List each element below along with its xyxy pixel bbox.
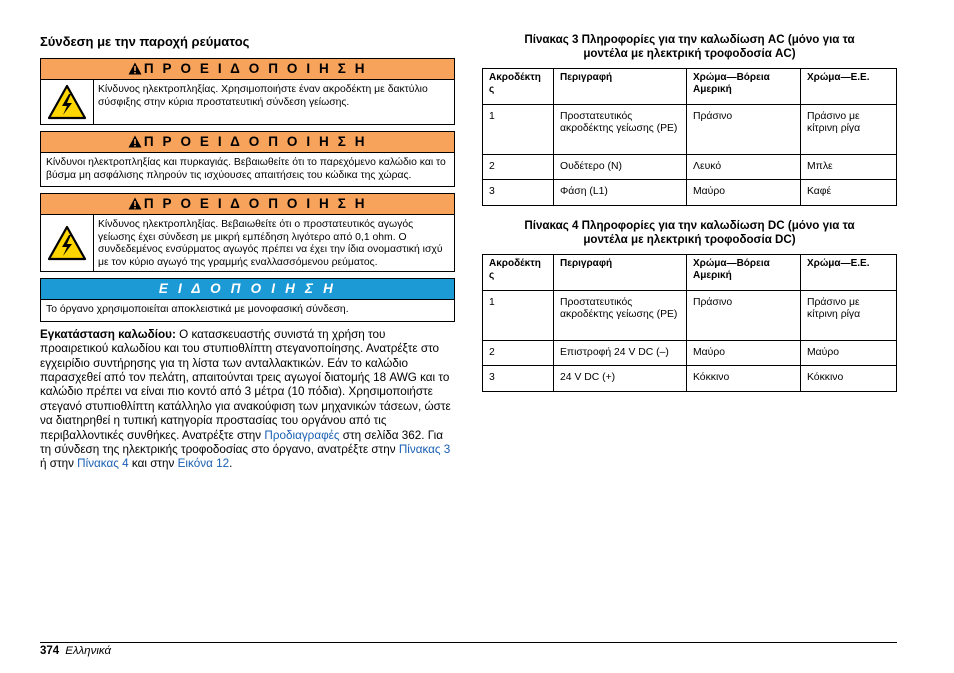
warning-heading: Π Ρ Ο Ε Ι Δ Ο Π Ο Ι Η Σ Η [41, 132, 454, 153]
table-ac-wiring [482, 68, 897, 206]
warning-text: Κίνδυνοι ηλεκτροπληξίας και πυρκαγιάς. Βεβαιωθείτε ότι το παρεχόμενο καλώδιο και το βύσμα μη ασφάλισης πληρούν τις ισχύουσες απαιτήσεις του κώδικα της χώρας. [46, 157, 446, 181]
table-row: 1 Προστατευτικός ακροδέκτης γείωσης (PE) Πράσινο Πράσινο με κίτρινη ρίγα [483, 104, 897, 154]
header-terminal: Ακροδέκτη ς [483, 254, 554, 290]
cable-installation-paragraph: Εγκατάσταση καλωδίου: Ο κατασκευαστής συνιστά τη χρήση του προαιρετικού καλωδίου και του στυπιοθλίπτη στεγανοποίησης. Ανατρέξτε στο εγχειρίδιο συντήρησης για τη λίστα των ανταλλακτικών. Εάν το καλώδιο παρασχεθεί από τον πελάτη, απαιτούνται τρεις αγωγοί διατομής 18 AWG και το καλώδιο πρέπει να είναι πιο κοντό από 3 μέτρα (10 πόδια). Χρησιμοποιήστε στεγανό στυπιοθλίπτη κατάλληλο για ανακούφιση των μηχανικών τάσεων, ώστε να διατηρηθεί η τυπική κατηγορία προστασίας του οργάνου από τις περιβαλλοντικές συνθήκες. Ανατρέξτε στην Προδιαγραφές στη σελίδα 362. Για τη σύνδεση της ηλεκτρικής τροφοδοσίας στο όργανο, ανατρέξτε στην Πίνακας 3 ή στην Πίνακας 4 και στην Εικόνα 12. [40, 327, 451, 471]
warning-triangle-icon [128, 135, 142, 148]
header-description: Περιγραφή [554, 68, 687, 104]
table-row: 3 Φάση (L1) Μαύρο Καφέ [483, 180, 897, 206]
right-column [482, 33, 897, 405]
warning-text: Κίνδυνος ηλεκτροπληξίας. Χρησιμοποιήστε έναν ακροδέκτη με δακτύλιο σύσφιξης στην κύρια προστατευτική σύνδεση γείωσης. [98, 84, 428, 108]
electric-shock-icon [41, 80, 94, 124]
table-4-caption: Πίνακας 4 Πληροφορίες για την καλωδίωση DC (μόνο για τα μοντέλα με ηλεκτρική τροφοδοσία DC) [524, 219, 855, 247]
warning-box-3 [40, 193, 455, 272]
header-terminal: Ακροδέκτη ς [483, 68, 554, 104]
header-color-na: Χρώμα—Βόρεια Αμερική [687, 68, 801, 104]
table-header-row [483, 254, 897, 290]
table-row: 1 Προστατευτικός ακροδέκτης γείωσης (PE) Πράσινο Πράσινο με κίτρινη ρίγα [483, 290, 897, 340]
footer-language: Ελληνικά [65, 645, 112, 657]
warning-triangle-icon [128, 197, 142, 210]
section-title: Σύνδεση με την παροχή ρεύματος [40, 34, 250, 49]
warning-triangle-icon [128, 62, 142, 75]
table-3-caption: Πίνακας 3 Πληροφορίες για την καλωδίωση AC (μόνο για τα μοντέλα με ηλεκτρική τροφοδοσία AC) [524, 33, 855, 61]
notice-text: Το όργανο χρησιμοποιείται αποκλειστικά με μονοφασική σύνδεση. [46, 304, 349, 316]
warning-heading: Π Ρ Ο Ε Ι Δ Ο Π Ο Ι Η Σ Η [41, 59, 454, 80]
link-figure-12[interactable]: Εικόνα 12 [177, 457, 230, 471]
notice-heading: Ε Ι Δ Ο Π Ο Ι Η Σ Η [41, 279, 454, 300]
table-header-row [483, 68, 897, 104]
header-color-eu: Χρώμα—Ε.Ε. [801, 68, 897, 104]
page-number: 374 [40, 645, 60, 657]
warning-box-2 [40, 131, 455, 187]
notice-box [40, 278, 455, 322]
warning-text: Κίνδυνος ηλεκτροπληξίας. Βεβαιωθείτε ότι ο προστατευτικός αγωγός γείωσης έχει σύνδεση με μικρή εμπέδηση λιγότερο από 0,1 ohm. Ο συνδεδεμένος ενσύρματος αγωγός πρέπει να έχει την ίδια ονομαστική ισχύ με τον κύριο αγωγό της γραμμής εναλλασσόμενου ρεύματος. [98, 219, 443, 268]
electric-shock-icon [41, 215, 94, 271]
header-description: Περιγραφή [554, 254, 687, 290]
link-table-4[interactable]: Πίνακας 4 [77, 457, 129, 471]
left-column [40, 34, 455, 472]
link-specifications[interactable]: Προδιαγραφές [264, 428, 340, 442]
table-row: 3 24 V DC (+) Κόκκινο Κόκκινο [483, 366, 897, 392]
table-row: 2 Επιστροφή 24 V DC (–) Μαύρο Μαύρο [483, 340, 897, 366]
footer-divider [40, 642, 897, 643]
paragraph-lead: Εγκατάσταση καλωδίου: [40, 327, 176, 341]
warning-box-1 [40, 58, 455, 125]
table-dc-wiring [482, 254, 897, 392]
table-row: 2 Ουδέτερο (N) Λευκό Μπλε [483, 154, 897, 180]
page-footer [40, 645, 111, 657]
header-color-na: Χρώμα—Βόρεια Αμερική [687, 254, 801, 290]
link-table-3[interactable]: Πίνακας 3 [398, 443, 451, 457]
warning-heading: Π Ρ Ο Ε Ι Δ Ο Π Ο Ι Η Σ Η [41, 194, 454, 215]
header-color-eu: Χρώμα—Ε.Ε. [801, 254, 897, 290]
